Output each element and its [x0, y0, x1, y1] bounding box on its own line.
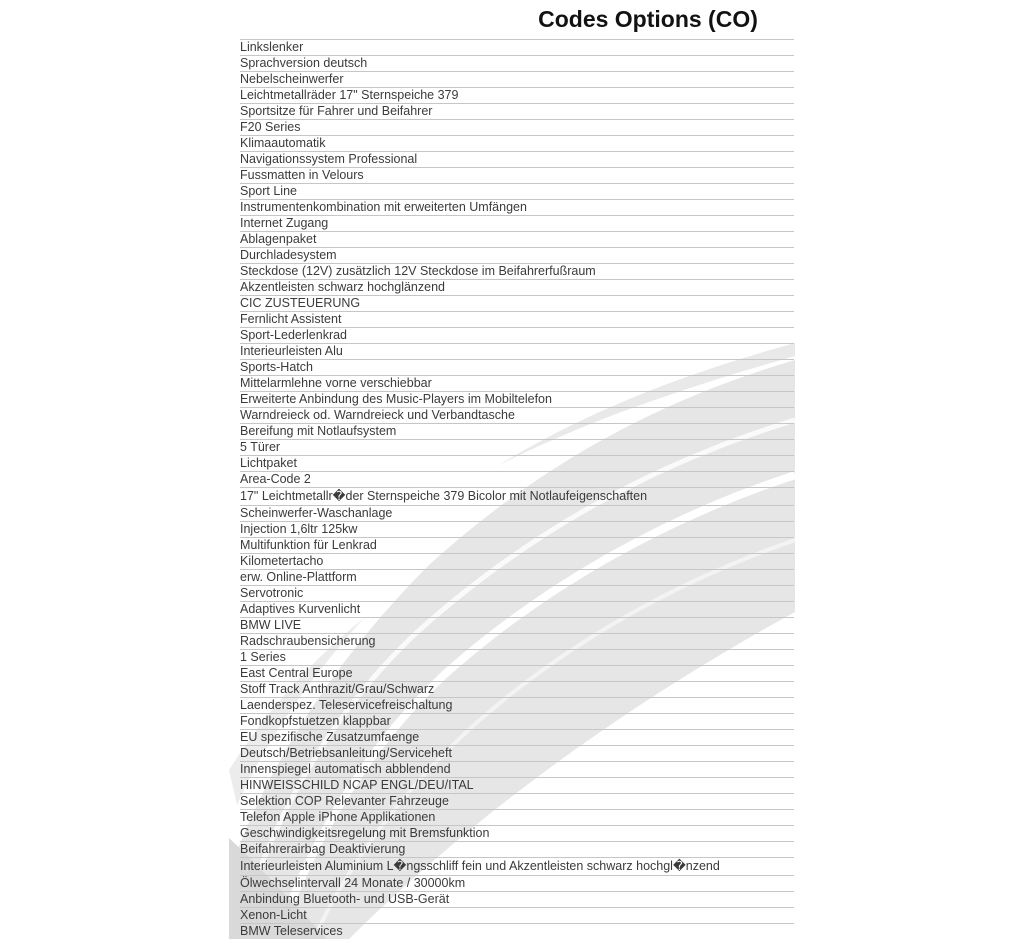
list-item: Navigationssystem Professional: [240, 152, 794, 168]
list-item: Anbindung Bluetooth- und USB-Gerät: [240, 892, 794, 908]
list-item: 1 Series: [240, 650, 794, 666]
list-item: Mittelarmlehne vorne verschiebbar: [240, 376, 794, 392]
list-item: BMW LIVE: [240, 618, 794, 634]
list-item: Laenderspez. Teleservicefreischaltung: [240, 698, 794, 714]
list-item: Ablagenpaket: [240, 232, 794, 248]
list-item: Stoff Track Anthrazit/Grau/Schwarz: [240, 682, 794, 698]
list-item: East Central Europe: [240, 666, 794, 682]
list-item: Bereifung mit Notlaufsystem: [240, 424, 794, 440]
list-item: Innenspiegel automatisch abblendend: [240, 762, 794, 778]
list-item: Fondkopfstuetzen klappbar: [240, 714, 794, 730]
list-item: Radschraubensicherung: [240, 634, 794, 650]
list-item: Interieurleisten Aluminium L�ngsschliff fein und Akzentleisten schwarz hochgl�nzend: [240, 858, 794, 876]
list-item: erw. Online-Plattform: [240, 570, 794, 586]
list-item: Kilometertacho: [240, 554, 794, 570]
list-item: Scheinwerfer-Waschanlage: [240, 506, 794, 522]
list-item: Area-Code 2: [240, 472, 794, 488]
list-item: Sports-Hatch: [240, 360, 794, 376]
page-title: Codes Options (CO): [538, 6, 758, 32]
list-item: Multifunktion für Lenkrad: [240, 538, 794, 554]
list-item: BMW Teleservices: [240, 924, 794, 939]
list-item: Xenon-Licht: [240, 908, 794, 924]
list-item: 5 Türer: [240, 440, 794, 456]
list-item: Internet Zugang: [240, 216, 794, 232]
list-item: Servotronic: [240, 586, 794, 602]
list-item: Adaptives Kurvenlicht: [240, 602, 794, 618]
list-item: Deutsch/Betriebsanleitung/Serviceheft: [240, 746, 794, 762]
list-item: Nebelscheinwerfer: [240, 72, 794, 88]
list-item: Sportsitze für Fahrer und Beifahrer: [240, 104, 794, 120]
list-item: Telefon Apple iPhone Applikationen: [240, 810, 794, 826]
list-item: HINWEISSCHILD NCAP ENGL/DEU/ITAL: [240, 778, 794, 794]
list-item: Lichtpaket: [240, 456, 794, 472]
list-item: Sprachversion deutsch: [240, 56, 794, 72]
list-item: Interieurleisten Alu: [240, 344, 794, 360]
list-item: Warndreieck od. Warndreieck und Verbandtasche: [240, 408, 794, 424]
list-item: EU spezifische Zusatzumfaenge: [240, 730, 794, 746]
list-item: Injection 1,6ltr 125kw: [240, 522, 794, 538]
list-item: Fussmatten in Velours: [240, 168, 794, 184]
list-item: Linkslenker: [240, 40, 794, 56]
list-item: 17" Leichtmetallr�der Sternspeiche 379 Bicolor mit Notlaufeigenschaften: [240, 488, 794, 506]
list-item: Steckdose (12V) zusätzlich 12V Steckdose im Beifahrerfußraum: [240, 264, 794, 280]
list-item: Akzentleisten schwarz hochglänzend: [240, 280, 794, 296]
list-item: Geschwindigkeitsregelung mit Bremsfunktion: [240, 826, 794, 842]
list-item: Fernlicht Assistent: [240, 312, 794, 328]
list-item: Ölwechselintervall 24 Monate / 30000km: [240, 876, 794, 892]
list-item: F20 Series: [240, 120, 794, 136]
list-item: Durchladesystem: [240, 248, 794, 264]
list-item: Instrumentenkombination mit erweiterten Umfängen: [240, 200, 794, 216]
list-item: Beifahrerairbag Deaktivierung: [240, 842, 794, 858]
options-list: [240, 39, 794, 939]
list-item: Sport Line: [240, 184, 794, 200]
content-column: [229, 0, 795, 939]
list-item: CIC ZUSTEUERUNG: [240, 296, 794, 312]
page-header: [229, 0, 795, 39]
list-item: Erweiterte Anbindung des Music-Players im Mobiltelefon: [240, 392, 794, 408]
list-item: Selektion COP Relevanter Fahrzeuge: [240, 794, 794, 810]
list-item: Klimaautomatik: [240, 136, 794, 152]
list-item: Sport-Lederlenkrad: [240, 328, 794, 344]
list-item: Leichtmetallräder 17" Sternspeiche 379: [240, 88, 794, 104]
